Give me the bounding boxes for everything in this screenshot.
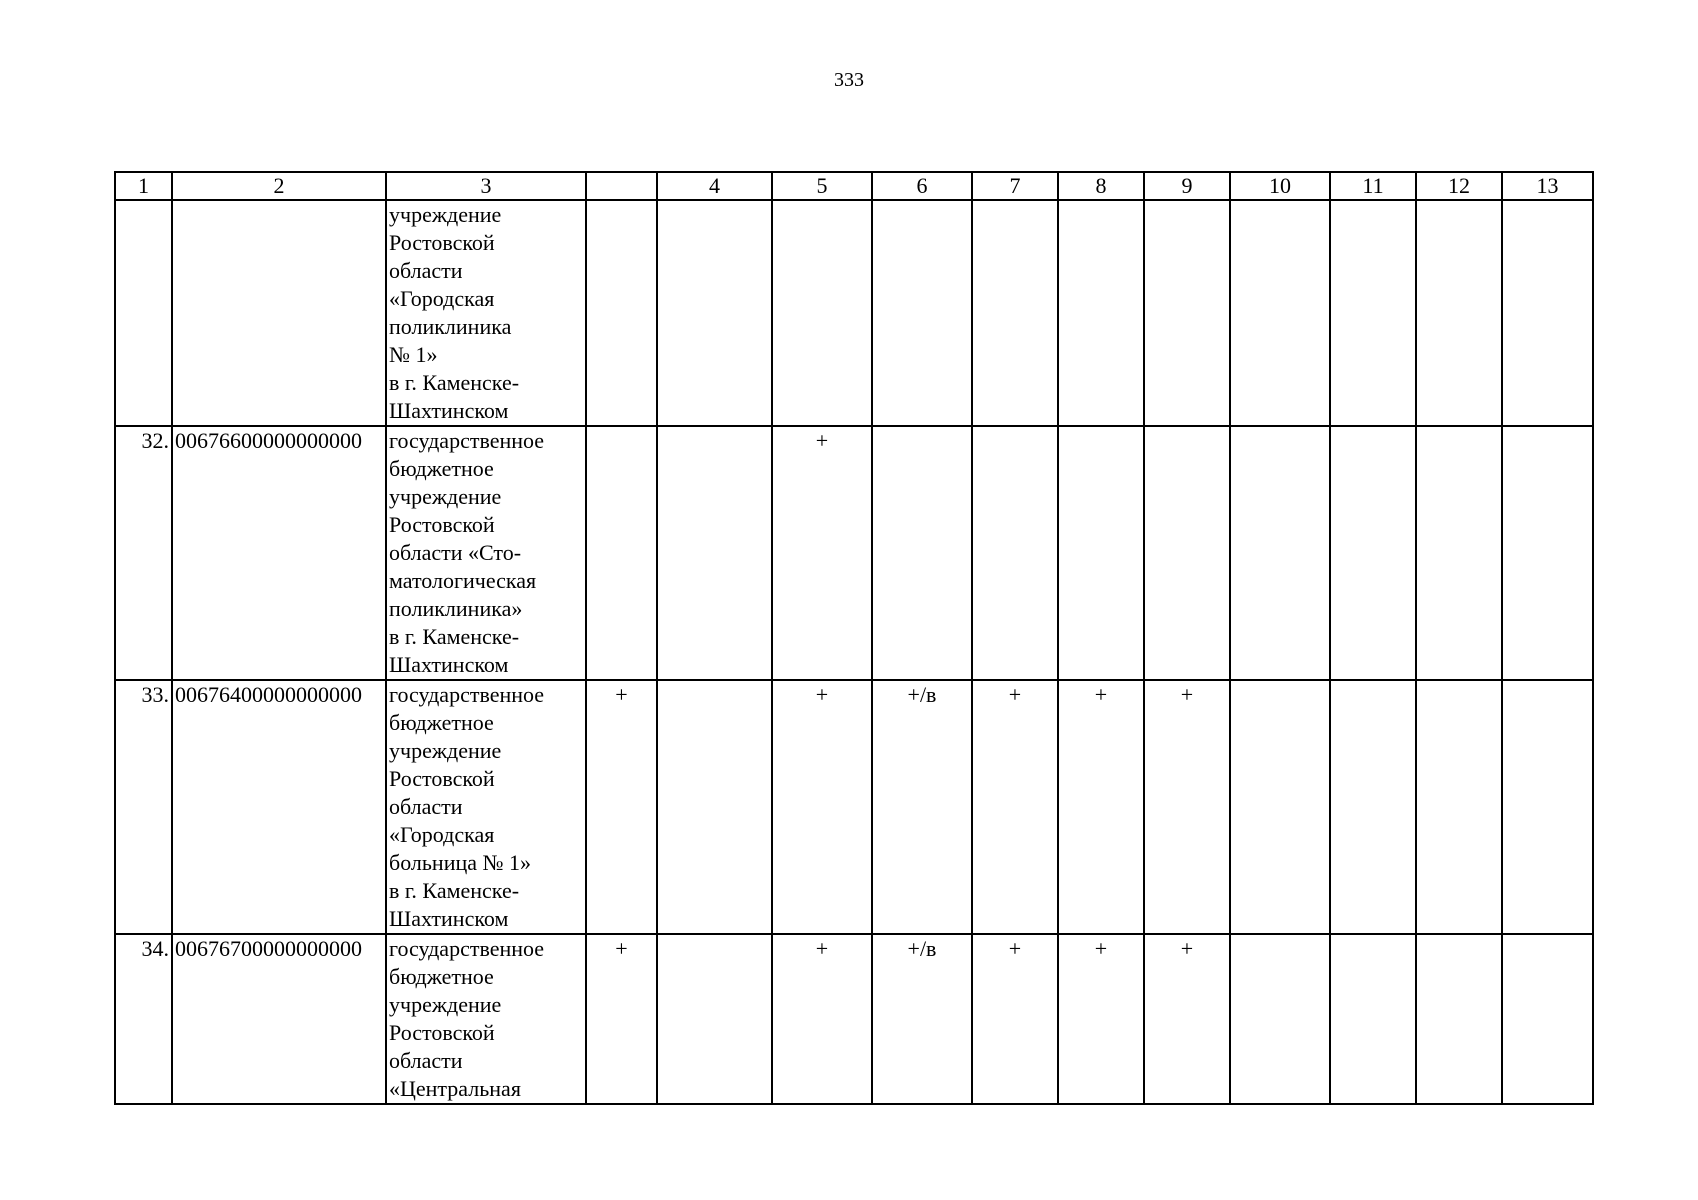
row-organization-name: государственное бюджетное учреждение Ростовской области «Сто- матологическая поликлиника» в г. Каменске- Шахтинском	[386, 426, 586, 680]
column-header: 10	[1230, 172, 1330, 200]
column-header: 1	[115, 172, 172, 200]
row-mark	[1330, 680, 1416, 934]
column-header: 2	[172, 172, 386, 200]
row-mark: +	[1144, 680, 1230, 934]
row-mark: +	[1058, 680, 1144, 934]
table-header-row	[115, 172, 1593, 200]
row-number: 33.	[115, 680, 172, 934]
column-header: 5	[772, 172, 872, 200]
table-row	[115, 934, 1593, 1104]
row-mark	[1416, 200, 1502, 426]
row-mark	[772, 200, 872, 426]
row-mark: +	[772, 426, 872, 680]
row-mark	[872, 200, 972, 426]
row-mark: +	[772, 680, 872, 934]
table-row	[115, 680, 1593, 934]
row-mark	[1230, 934, 1330, 1104]
row-mark	[1230, 200, 1330, 426]
row-organization-name: государственное бюджетное учреждение Ростовской области «Городская больница № 1» в г. Каменске- Шахтинском	[386, 680, 586, 934]
table-row	[115, 426, 1593, 680]
row-mark	[1416, 934, 1502, 1104]
row-mark	[1502, 680, 1593, 934]
row-mark: +	[972, 680, 1058, 934]
row-mark	[1230, 426, 1330, 680]
row-organization-name: учреждение Ростовской области «Городская поликлиника № 1» в г. Каменске- Шахтинском	[386, 200, 586, 426]
row-mark: +	[1058, 934, 1144, 1104]
row-mark	[1058, 200, 1144, 426]
row-code: 00676700000000000	[172, 934, 386, 1104]
row-mark	[1058, 426, 1144, 680]
table-row	[115, 200, 1593, 426]
column-header: 7	[972, 172, 1058, 200]
row-code: 00676600000000000	[172, 426, 386, 680]
row-number: 32.	[115, 426, 172, 680]
column-header: 13	[1502, 172, 1593, 200]
row-mark	[657, 200, 772, 426]
data-table	[114, 171, 1594, 1105]
row-mark	[972, 426, 1058, 680]
column-header	[586, 172, 657, 200]
row-code: 00676400000000000	[172, 680, 386, 934]
row-mark	[972, 200, 1058, 426]
column-header: 4	[657, 172, 772, 200]
row-mark	[1502, 426, 1593, 680]
row-mark	[1502, 934, 1593, 1104]
row-number: 34.	[115, 934, 172, 1104]
row-mark	[1416, 680, 1502, 934]
column-header: 8	[1058, 172, 1144, 200]
column-header: 9	[1144, 172, 1230, 200]
row-mark: +	[972, 934, 1058, 1104]
row-mark	[657, 426, 772, 680]
column-header: 11	[1330, 172, 1416, 200]
row-mark: +/в	[872, 934, 972, 1104]
row-mark	[872, 426, 972, 680]
column-header: 6	[872, 172, 972, 200]
row-mark	[1230, 680, 1330, 934]
row-mark	[1330, 426, 1416, 680]
column-header: 3	[386, 172, 586, 200]
row-mark: +/в	[872, 680, 972, 934]
row-mark	[1330, 200, 1416, 426]
row-mark	[586, 426, 657, 680]
row-mark	[586, 200, 657, 426]
row-mark	[1144, 426, 1230, 680]
row-mark	[657, 680, 772, 934]
row-mark: +	[772, 934, 872, 1104]
row-organization-name: государственное бюджетное учреждение Ростовской области «Центральная	[386, 934, 586, 1104]
row-mark	[1144, 200, 1230, 426]
row-mark: +	[1144, 934, 1230, 1104]
page-number: 333	[834, 69, 864, 91]
row-mark: +	[586, 934, 657, 1104]
row-mark: +	[586, 680, 657, 934]
column-header: 12	[1416, 172, 1502, 200]
row-mark	[1502, 200, 1593, 426]
row-mark	[1416, 426, 1502, 680]
row-number	[115, 200, 172, 426]
row-mark	[657, 934, 772, 1104]
row-code	[172, 200, 386, 426]
row-mark	[1330, 934, 1416, 1104]
